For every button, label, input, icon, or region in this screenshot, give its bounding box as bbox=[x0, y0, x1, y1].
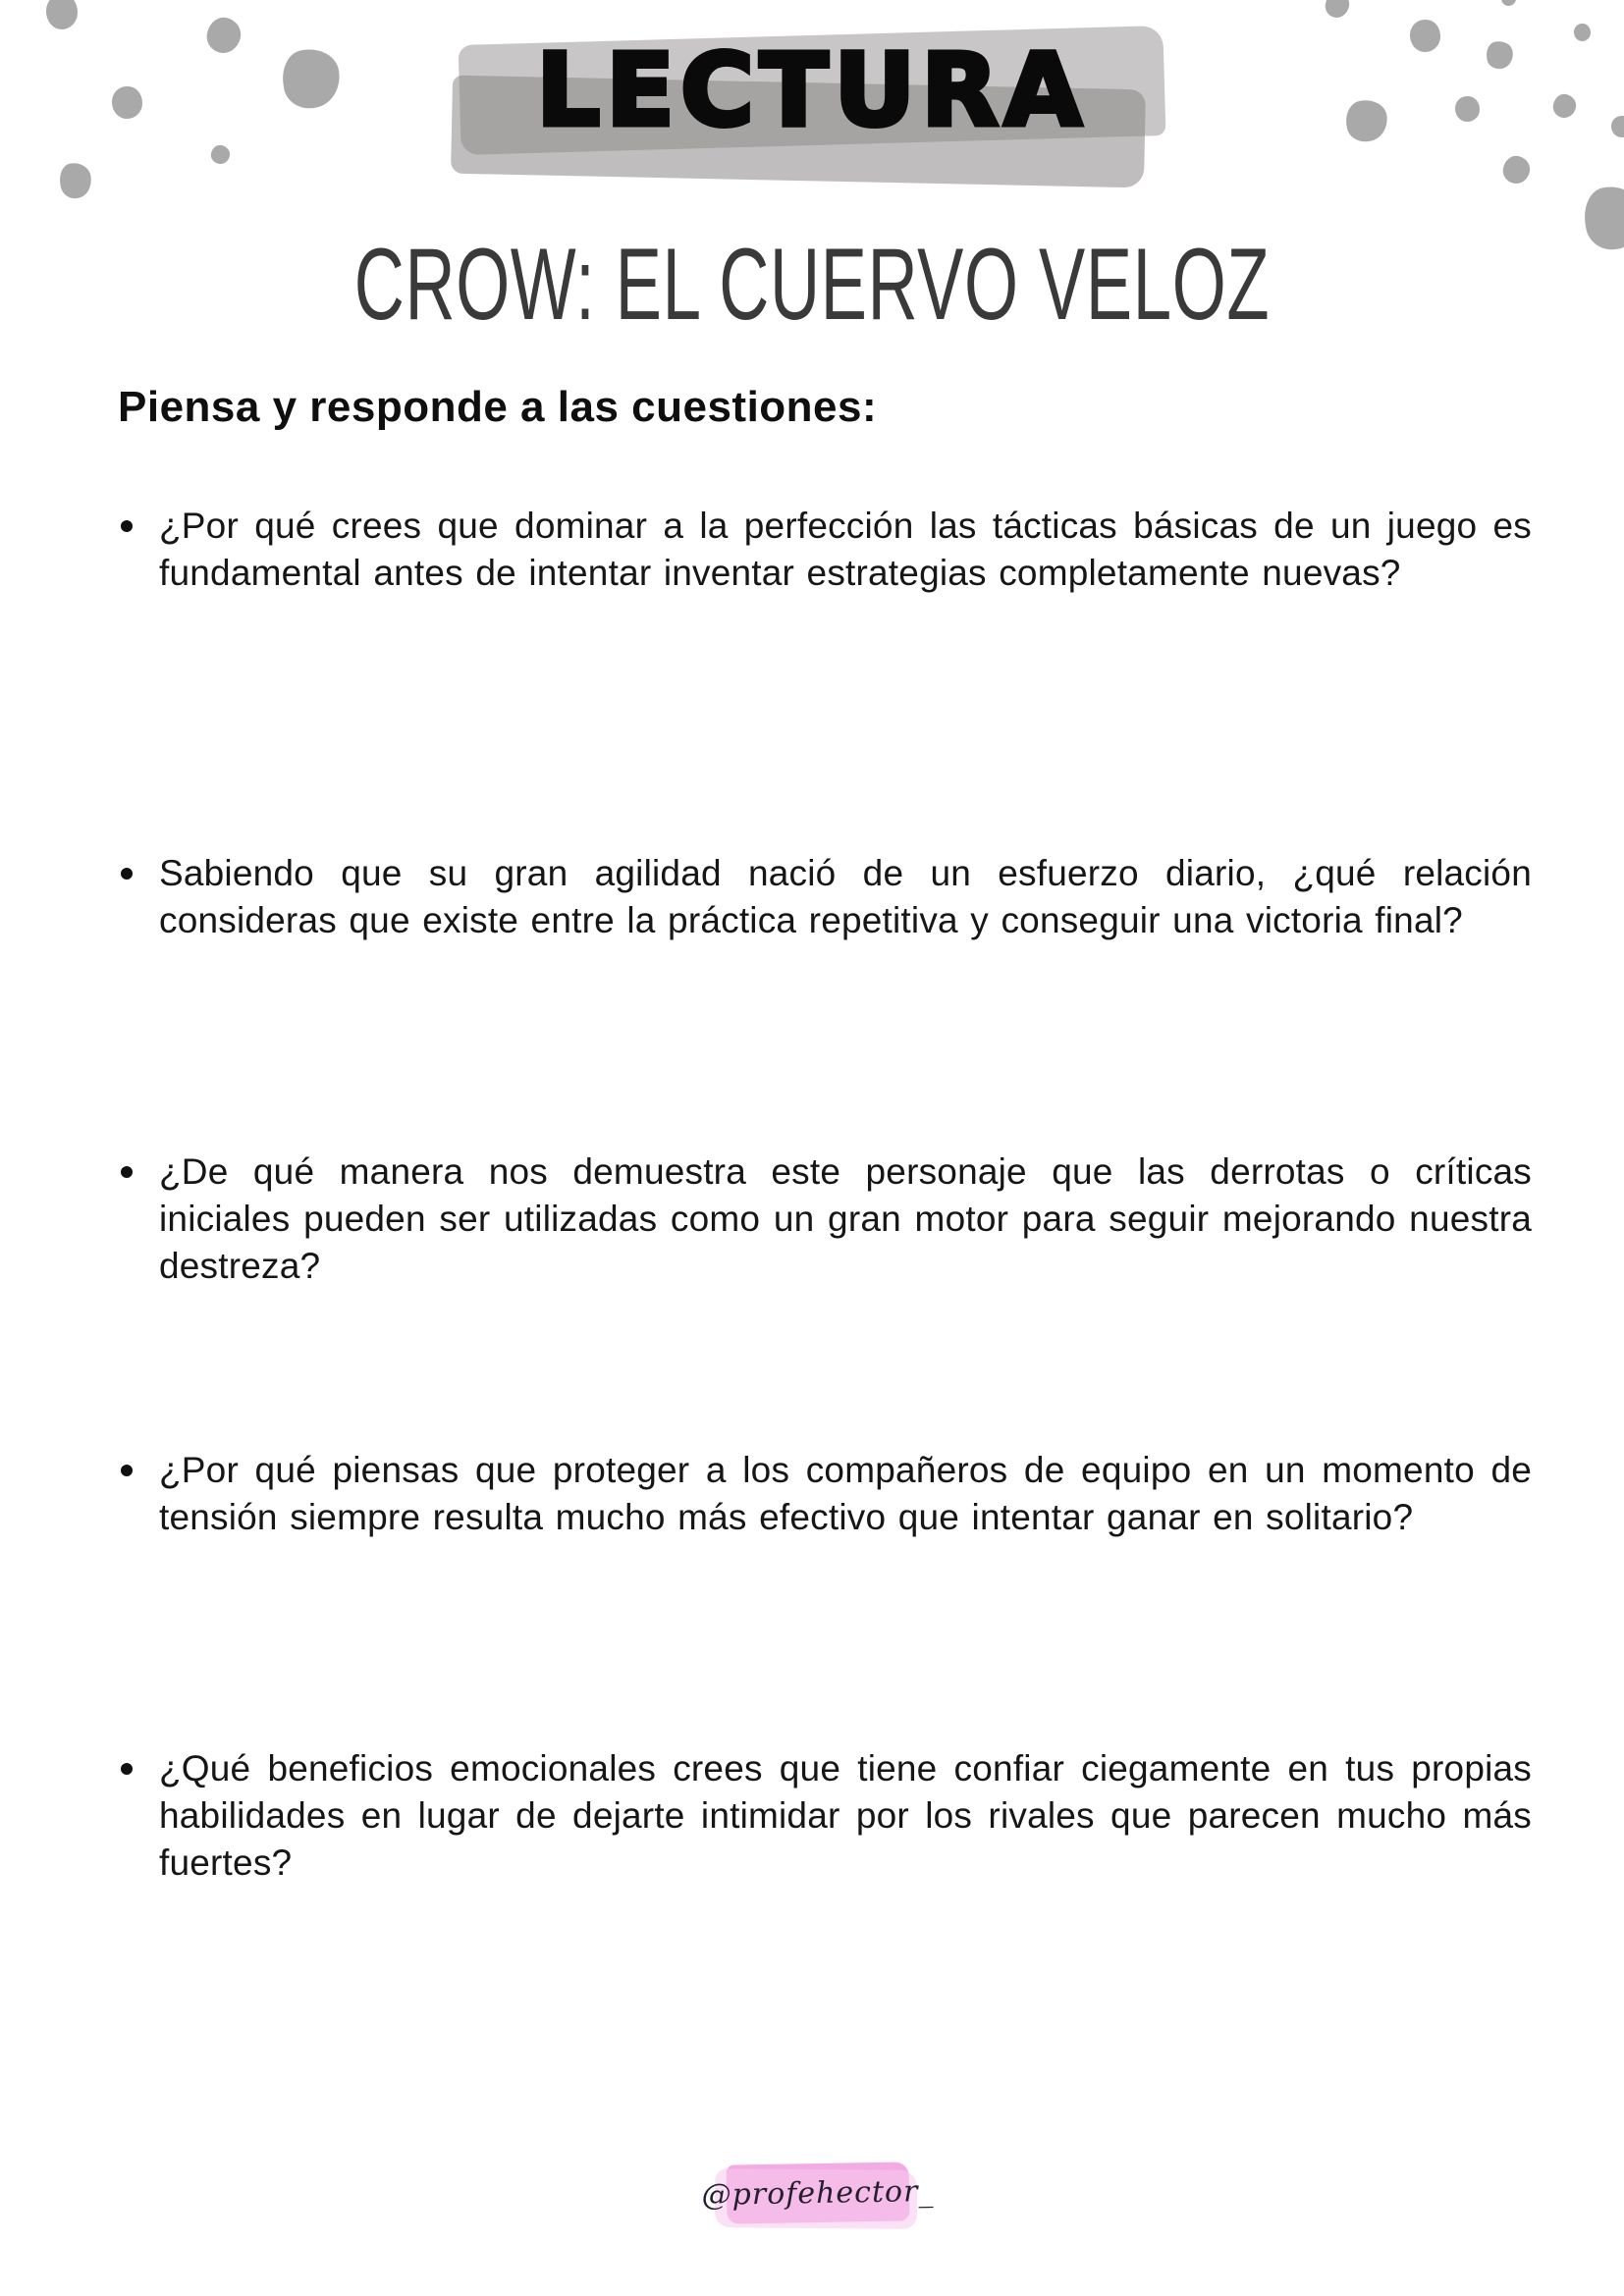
question-item bbox=[118, 503, 1532, 644]
question-item bbox=[118, 1148, 1532, 1290]
question-text: ¿De qué manera nos demuestra este personaje que las derrotas o críticas iniciales pueden ser utilizadas como un gran motor para seguir mejorando nuestra destreza? bbox=[159, 1151, 1532, 1286]
question-item bbox=[118, 850, 1532, 991]
decorative-dot bbox=[46, 0, 78, 29]
decorative-dot bbox=[1580, 183, 1624, 253]
page-title: LECTURA bbox=[536, 32, 1088, 149]
decorative-dot bbox=[1501, 0, 1516, 6]
page-subtitle: CROW: EL CUERVO VELOZ bbox=[353, 228, 1271, 342]
bullet-icon bbox=[121, 868, 133, 880]
bullet-icon bbox=[121, 1465, 133, 1476]
signature-handle: @profehector_ bbox=[701, 2173, 935, 2213]
bullet-icon bbox=[121, 520, 133, 532]
bullet-icon bbox=[121, 1166, 133, 1178]
question-text: ¿Por qué crees que dominar a la perfección las tácticas básicas de un juego es fundamental antes de intentar inventar estrategias completamente nuevas? bbox=[159, 506, 1532, 593]
question-item bbox=[118, 1745, 1532, 1887]
bullet-icon bbox=[121, 1763, 133, 1775]
decorative-dot bbox=[1500, 153, 1533, 187]
question-item bbox=[118, 1447, 1532, 1588]
section-heading: Piensa y responde a las cuestiones: bbox=[118, 383, 878, 431]
decorative-dot bbox=[1323, 0, 1352, 21]
pink-brush-stroke bbox=[701, 2162, 935, 2223]
question-text: Sabiendo que su gran agilidad nació de un esfuerzo diario, ¿qué relación consideras que existe entre la práctica repetitiva y conseguir una victoria final? bbox=[159, 853, 1532, 940]
question-text: ¿Qué beneficios emocionales crees que tiene confiar ciegamente en tus propias habilidades en lugar de dejarte intimidar por los rivales que parecen mucho más fuertes? bbox=[159, 1748, 1532, 1883]
questions-list bbox=[118, 503, 1532, 2044]
question-text: ¿Por qué piensas que proteger a los compañeros de equipo en un momento de tensión siempre resulta mucho más efectivo que intentar ganar en solitario? bbox=[159, 1450, 1532, 1537]
decorative-dot bbox=[57, 161, 93, 201]
